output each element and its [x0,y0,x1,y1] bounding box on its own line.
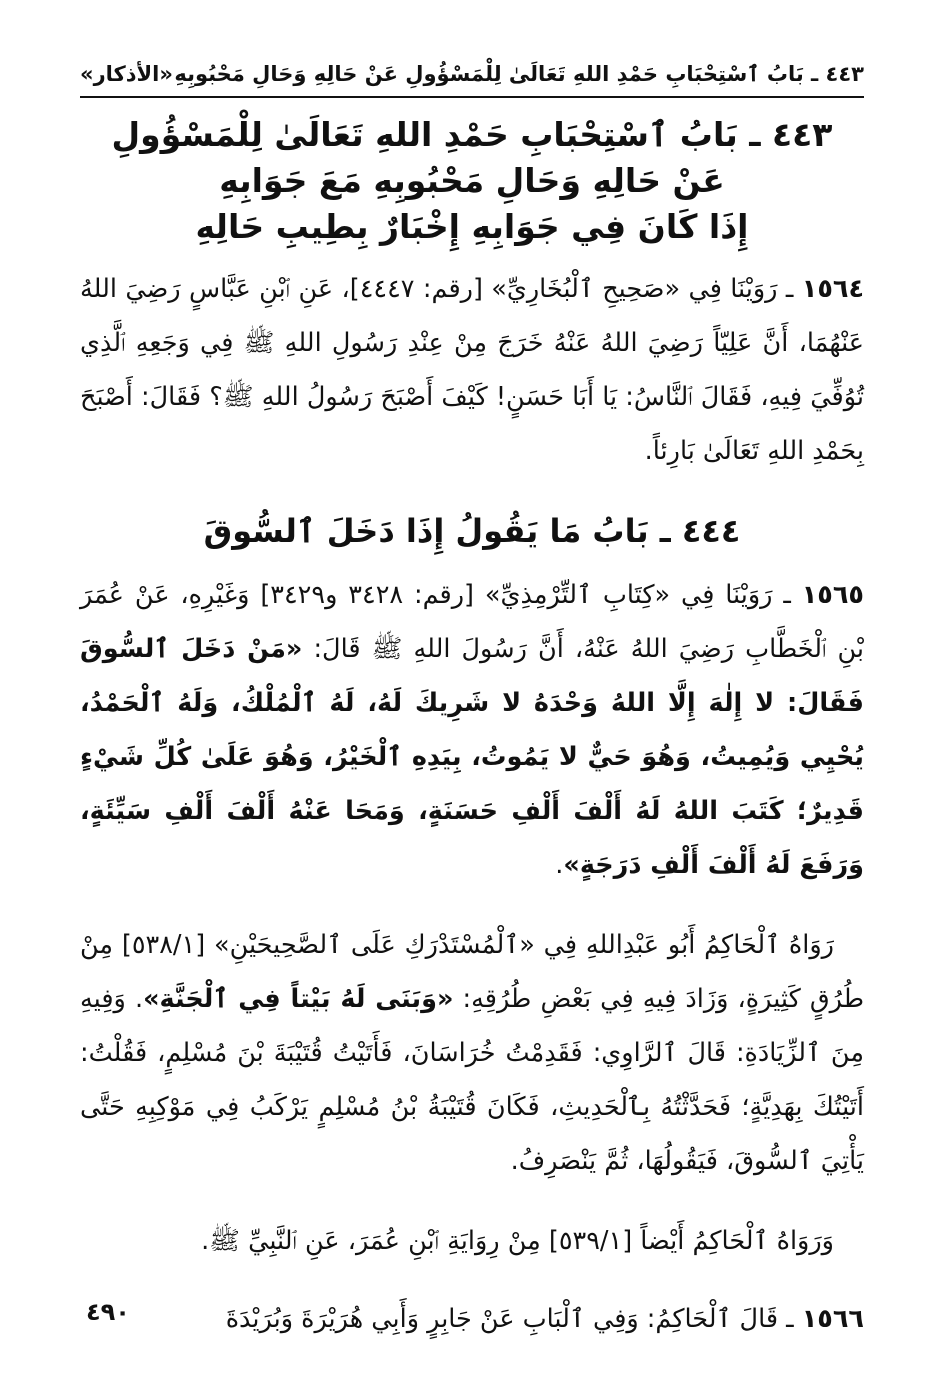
running-header [80,60,864,98]
hadith-1566-number: ١٥٦٦ [801,1304,864,1334]
hadith-1566 [80,1292,864,1346]
takhrij-note-2-text: وَرَوَاهُ ٱلْحَاكِمُ أَيْضاً [٥٣٩/١] مِنْ رِوَايَةِ ٱبْنِ عُمَرَ، عَنِ ٱلنَّبِيِّ ﷺ. [201,1226,834,1256]
chapter-444-title: ٤٤٤ ـ بَابُ مَا يَقُولُ إِذَا دَخَلَ ٱلسُّوقَ [203,512,741,550]
hadith-1564 [80,262,864,478]
chapter-443-line-3: إِذَا كَانَ فِي جَوَابِهِ إِخْبَارٌ بِطِيبِ حَالِهِ [195,207,749,246]
running-header-book-name: «الأذكار» [80,62,173,86]
hadith-1565 [80,568,864,892]
hadith-1565-intro: ـ رَوَيْنَا فِي «كِتَابِ ٱلتِّرْمِذِيِّ» [رقم: ٣٤٢٨ و٣٤٢٩] وَغَيْرِهِ، عَنْ عُمَرَ بْنِ ٱلْخَطَّابِ رَضِيَ اللهُ عَنْهُ، أَنَّ رَسُولَ اللهِ ﷺ قَالَ: [80,580,864,664]
running-header-title: ٤٤٣ ـ بَابُ ٱسْتِحْبَابِ حَمْدِ اللهِ تَعَالَىٰ لِلْمَسْؤُولِ عَنْ حَالِهِ وَحَالِ مَحْبُوبِهِ [174,62,864,86]
hadith-1564-text: ـ رَوَيْنَا فِي «صَحِيحِ ٱلْبُخَارِيِّ» [رقم: ٤٤٤٧]، عَنِ ٱبْنِ عَبَّاسٍ رَضِيَ اللهُ عَنْهُمَا، أَنَّ عَلِيّاً رَضِيَ اللهُ عَنْهُ خَرَجَ مِنْ عِنْدِ رَسُولِ اللهِ ﷺ فِي وَجَعِهِ ٱلَّذِي تُوُفِّيَ فِيهِ، فَقَالَ ٱلنَّاسُ: يَا أَبَا حَسَنٍ! كَيْفَ أَصْبَحَ رَسُولُ اللهِ ﷺ؟ فَقَالَ: أَصْبَحَ بِحَمْدِ اللهِ تَعَالَىٰ بَارِئاً. [80,274,864,466]
takhrij-note-1-part-1: رَوَاهُ ٱلْحَاكِمُ أَبُو عَبْدِاللهِ فِي «ٱلْمُسْتَدْرَكِ عَلَى ٱلصَّحِيحَيْنِ» [٥٣٨/١] مِنْ طُرُقٍ كَثِيرَةٍ، وَزَادَ فِيهِ فِي بَعْضِ طُرُقِهِ: [80,930,864,1014]
hadith-1564-number: ١٥٦٤ [801,274,865,304]
chapter-443-title [80,112,864,250]
page-number: ٤٩٠ [86,1298,130,1326]
chapter-443-line-1: ٤٤٣ ـ بَابُ ٱسْتِحْبَابِ حَمْدِ اللهِ تَعَالَىٰ لِلْمَسْؤُولِ [111,115,833,154]
hadith-1566-text: ـ قَالَ ٱلْحَاكِمُ: وَفِي ٱلْبَابِ عَنْ جَابِرٍ وَأَبِي هُرَيْرَةَ وَبُرَيْدَةَ [225,1304,794,1334]
hadith-1565-end: . [555,850,564,880]
takhrij-note-1-addition: «وَبَنَى لَهُ بَيْتاً فِي ٱلْجَنَّةِ» [143,984,454,1014]
takhrij-note-2 [80,1214,864,1268]
hadith-1565-number: ١٥٦٥ [801,580,864,610]
takhrij-note-1-part-2: . وَفِيهِ مِنَ ٱلزِّيَادَةِ: قَالَ ٱلرَّاوِي: فَقَدِمْتُ خُرَاسَانَ، فَأَتَيْتُ قُتَيْبَةَ بْنَ مُسْلِمٍ، فَقُلْتُ: أَتَيْتُكَ بِهَدِيَّةٍ؛ فَحَدَّثْتُهُ بِٱلْحَدِيثِ، فَكَانَ قُتَيْبَةُ بْنُ مُسْلِمٍ يَرْكَبُ فِي مَوْكِبِهِ حَتَّى يَأْتِيَ ٱلسُّوقَ، فَيَقُولُهَا، ثُمَّ يَنْصَرِفُ. [80,984,864,1176]
takhrij-note-1 [80,918,864,1188]
chapter-443-line-2: عَنْ حَالِهِ وَحَالِ مَحْبُوبِهِ مَعَ جَوَابِهِ [219,161,725,200]
hadith-1565-saying: «مَنْ دَخَلَ ٱلسُّوقَ فَقَالَ: لا إِلٰهَ إِلَّا اللهُ وَحْدَهُ لا شَرِيكَ لَهُ، لَهُ ٱلْمُلْكُ، وَلَهُ ٱلْحَمْدُ، يُحْيِي وَيُمِيتُ، وَهُوَ حَيٌّ لا يَمُوتُ، بِيَدِهِ ٱلْخَيْرُ، وَهُوَ عَلَىٰ كُلِّ شَيْءٍ قَدِيرٌ؛ كَتَبَ اللهُ لَهُ أَلْفَ أَلْفِ حَسَنَةٍ، وَمَحَا عَنْهُ أَلْفَ أَلْفِ سَيِّئَةٍ، وَرَفَعَ لَهُ أَلْفَ أَلْفِ دَرَجَةٍ» [80,634,864,880]
